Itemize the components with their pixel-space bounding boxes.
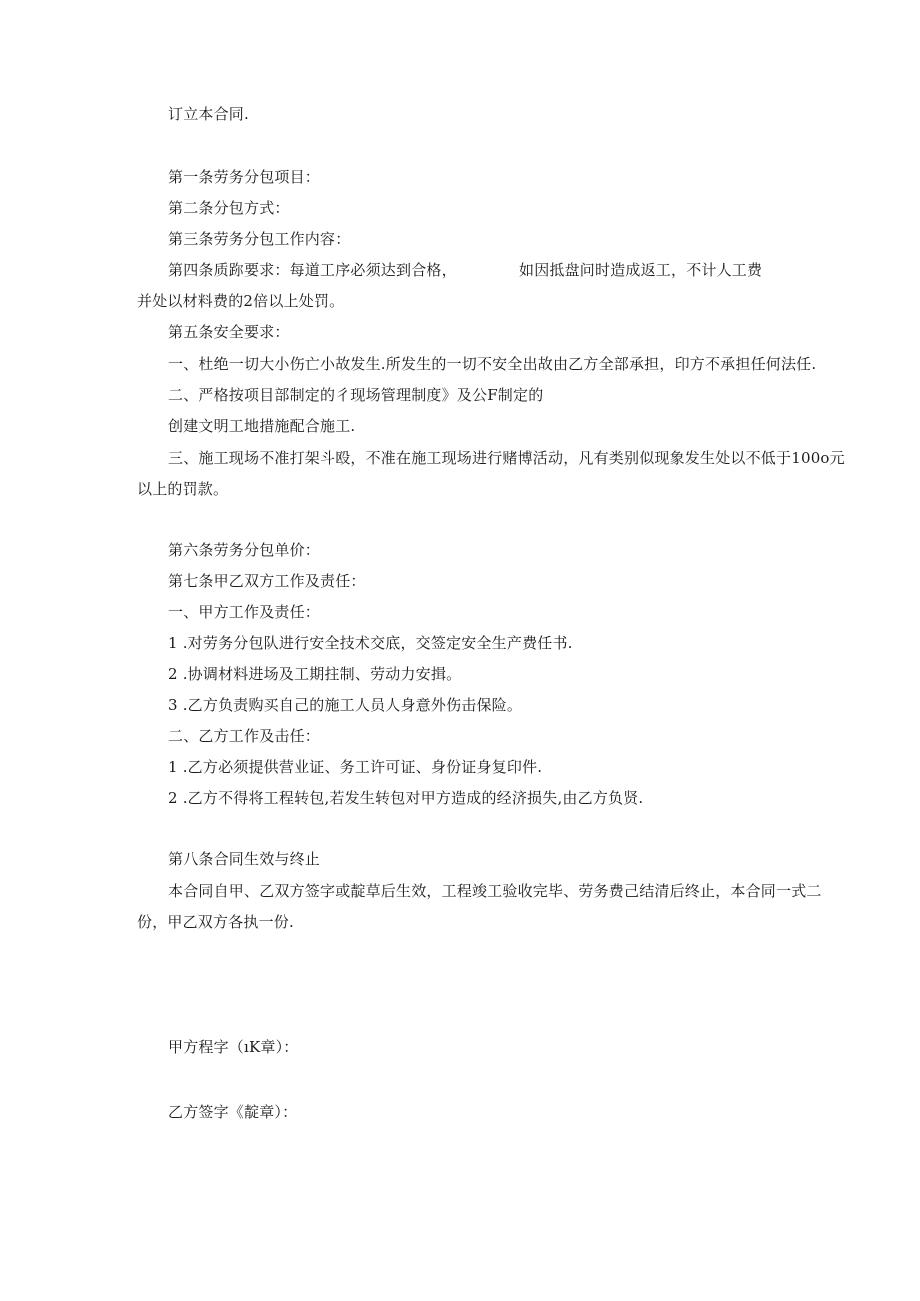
article-8-heading: 第八条合同生效与终止 xyxy=(168,850,321,868)
article-7-party-a-item-3: 3 .乙方负责购买自己的施工人员人身意外伤击保险。 xyxy=(168,696,523,714)
article-5-item-2-line-2: 创建文明工地措施配合施工. xyxy=(168,417,356,435)
article-4-line-1b: 如因抵盘问时造成返工，不计人工费 xyxy=(519,261,763,279)
article-5-heading: 第五条安全要求： xyxy=(168,323,290,341)
article-7-party-b-item-2: 2 .乙方不得将工程转包,若发生转包对甲方造成的经济损失,由乙方负贤. xyxy=(168,789,644,807)
article-7-party-a: 一、甲方工作及责任： xyxy=(168,603,321,621)
article-3-heading: 第三条劳务分包工作内容： xyxy=(168,230,351,248)
article-8-line-1: 本合同自甲、乙双方签字或靛草后生效，工程竣工验收完毕、劳务费己结清后终止，本合同一式二 xyxy=(168,882,822,900)
article-6-heading: 第六条劳务分包单价： xyxy=(168,541,321,559)
opening-line: 订立本合同. xyxy=(168,105,249,123)
article-5-item-3-line-1: 三、施工现场不准打架斗殴，不准在施工现场进行赌博活动，凡有类别似现象发生处以不低于100o元 xyxy=(168,449,845,467)
article-7-party-a-item-1: 1 .对劳务分包队进行安全技术交底，交签定安全生产费任书. xyxy=(168,634,573,652)
article-8-line-2: 份，甲乙双方各执一份. xyxy=(137,913,294,931)
article-4-line-1: 第四条质䟢要求：每道工序必须达到合格， xyxy=(168,261,457,279)
article-1-heading: 第一条劳务分包项目： xyxy=(168,168,321,186)
article-4-line-2: 并处以材料费的2倍以上处罚。 xyxy=(137,292,345,310)
article-5-item-1: 一、杜绝一切大小伤亡小故发生.所发生的一切不安全出故由乙方全部承担，印方不承担任何法任. xyxy=(168,355,817,373)
article-7-party-b: 二、乙方工作及击任： xyxy=(168,727,321,745)
article-2-heading: 第二条分包方式： xyxy=(168,199,290,217)
article-7-heading: 第七条甲乙双方工作及责任： xyxy=(168,572,366,590)
article-7-party-b-item-1: 1 .乙方必须提供营业证、务工许可证、身份证身复印件. xyxy=(168,758,543,776)
party-b-signature-line: 乙方签字《靛章）： xyxy=(168,1103,298,1121)
article-5-item-2-line-1: 二、严格按项目部制定的彳现场管理制度》及公F制定的 xyxy=(168,386,544,404)
article-7-party-a-item-2: 2 .协调材料进场及工期拄制、劳动力安揖。 xyxy=(168,665,462,683)
party-a-signature-line: 甲方程字（ıK章）： xyxy=(168,1038,299,1056)
article-5-item-3-line-2: 以上的罚款。 xyxy=(137,480,229,498)
